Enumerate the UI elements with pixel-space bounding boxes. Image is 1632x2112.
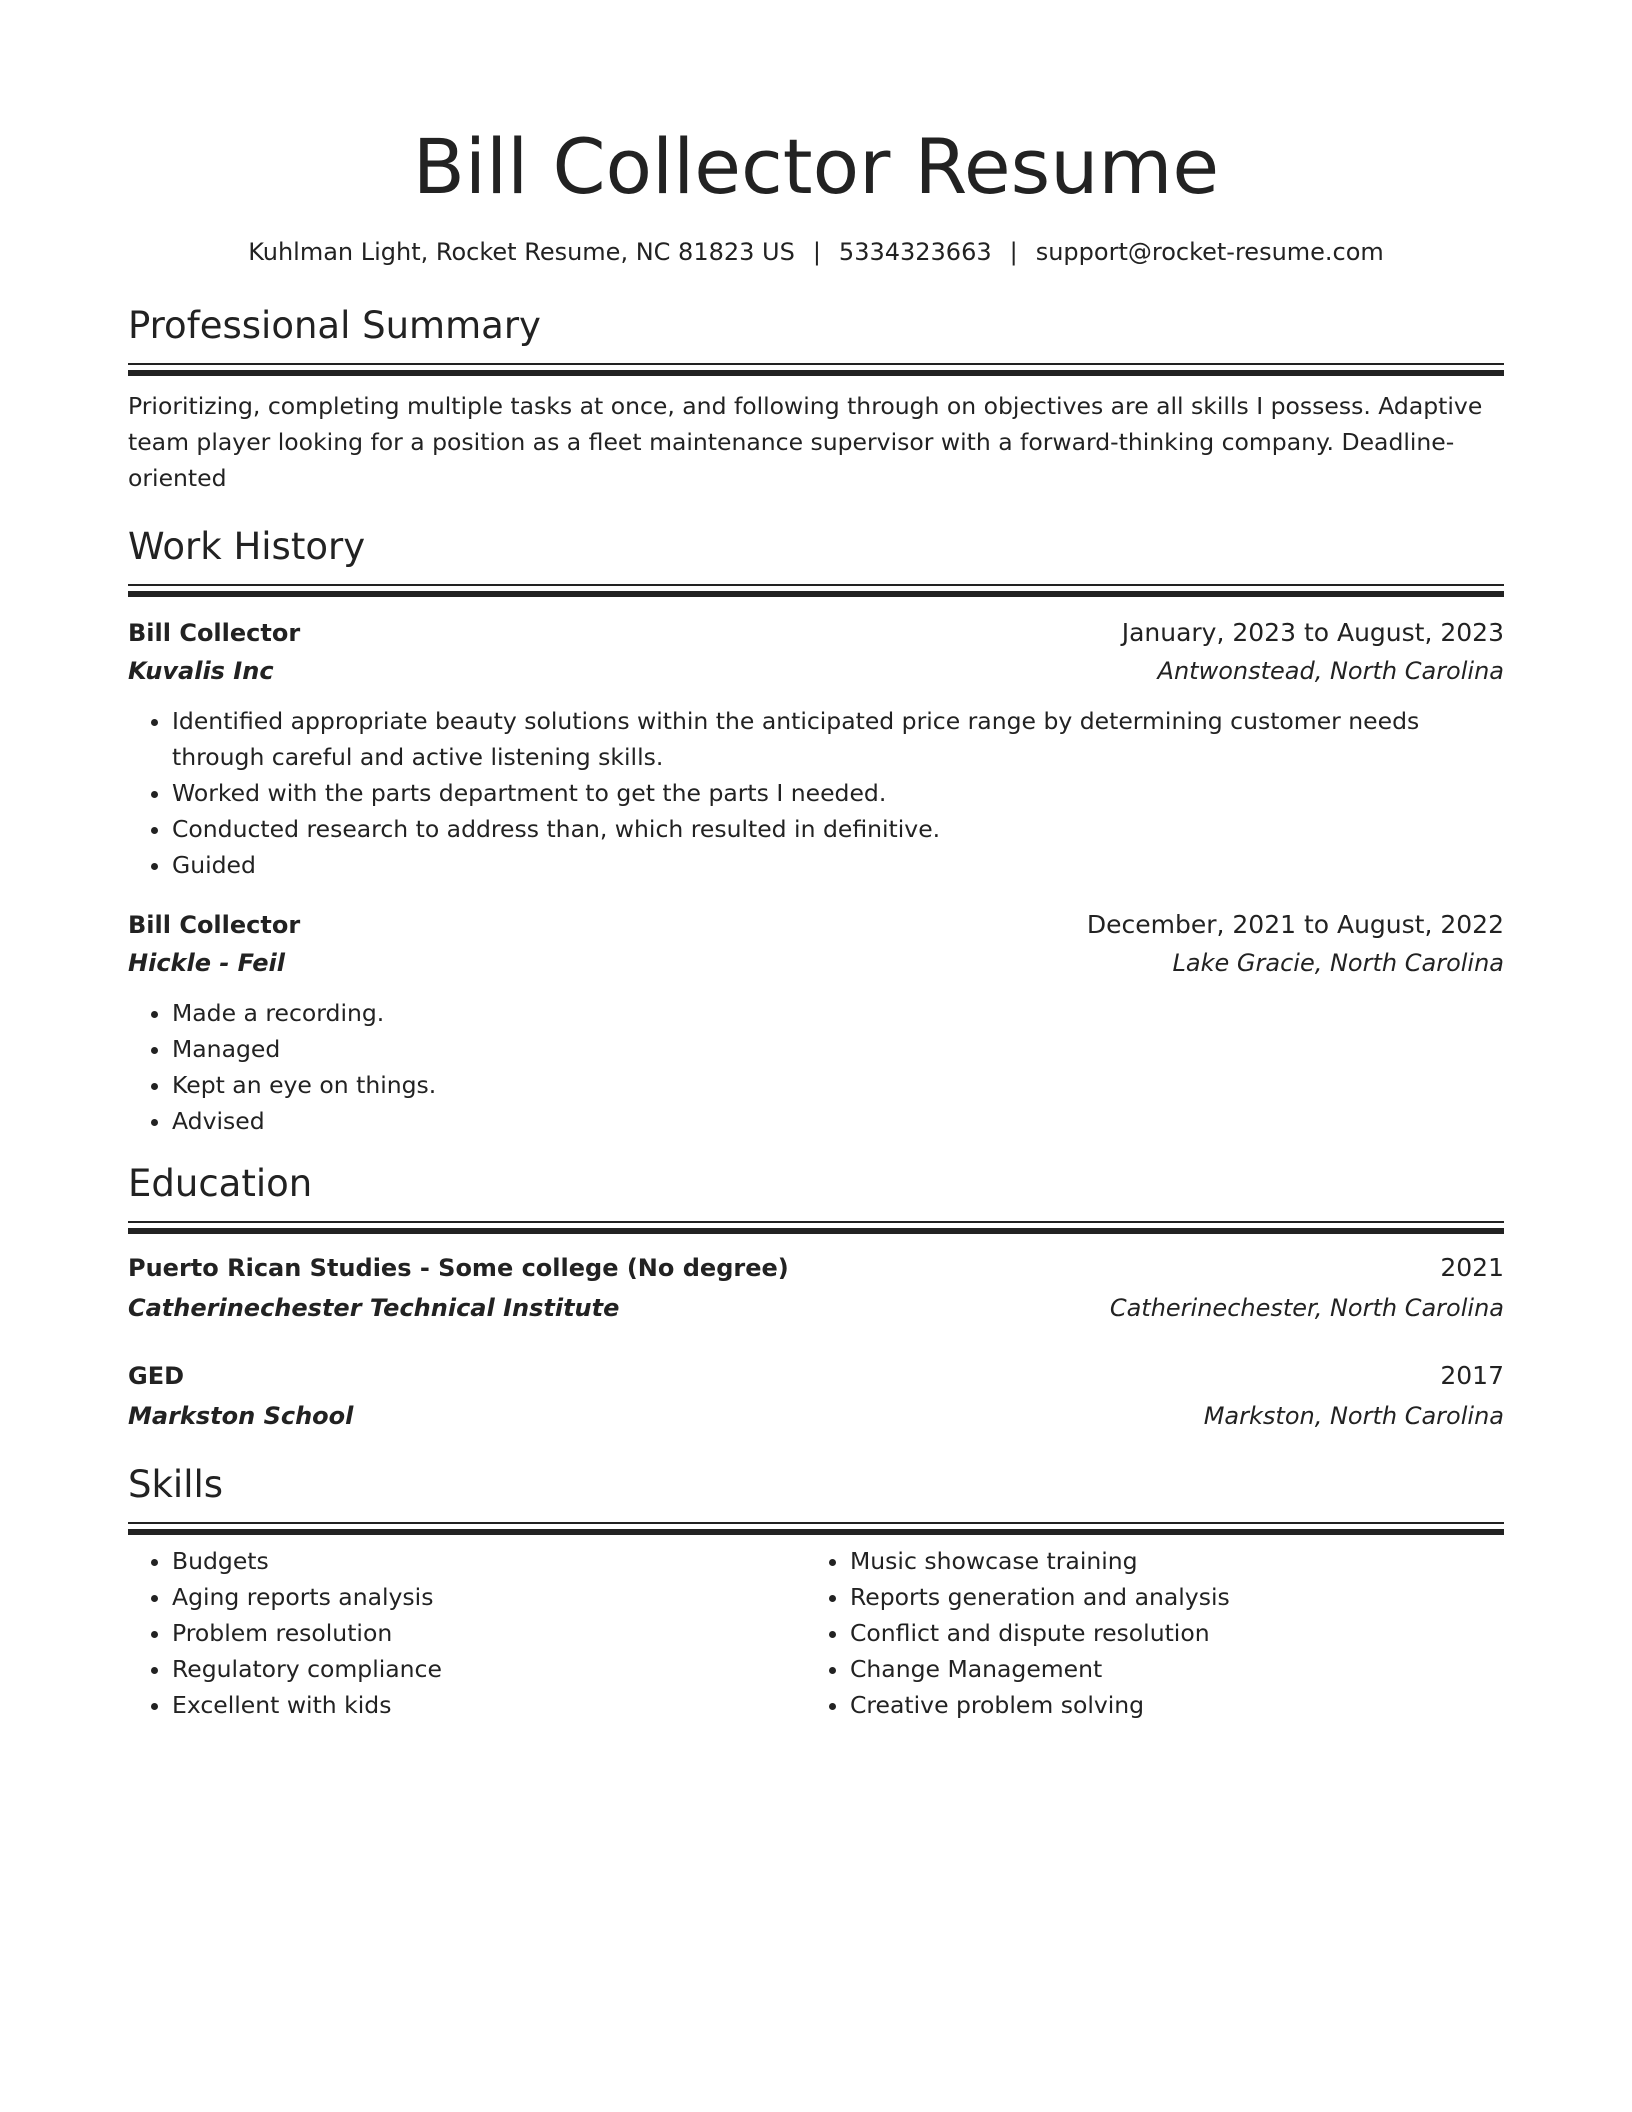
list-item: • Regulatory compliance — [172, 1651, 806, 1687]
education-location: Catherinechester, North Carolina — [1109, 1294, 1504, 1322]
job-location: Antwonstead, North Carolina — [1157, 657, 1504, 685]
contact-line — [128, 237, 1504, 267]
skills-column-left — [128, 1543, 806, 1723]
education-degree: Puerto Rican Studies - Some college (No degree) — [128, 1254, 789, 1282]
list-item: • Guided — [172, 847, 1504, 883]
education-school: Catherinechester Technical Institute — [128, 1294, 620, 1322]
section-heading-work: Work History — [128, 525, 366, 568]
list-item: • Reports generation and analysis — [850, 1579, 1484, 1615]
section-heading-education: Education — [128, 1162, 313, 1205]
job-entry — [128, 615, 1504, 883]
section-heading-skills: Skills — [128, 1463, 224, 1506]
contact-phone: 5334323663 — [838, 238, 992, 266]
work-section — [128, 524, 1504, 1139]
education-degree: GED — [128, 1362, 185, 1390]
resume-title: Bill Collector Resume — [412, 122, 1220, 211]
list-item: • Aging reports analysis — [172, 1579, 806, 1615]
list-item: • Managed — [172, 1031, 1504, 1067]
section-rule — [128, 1522, 1504, 1535]
section-rule — [128, 584, 1504, 597]
job-title: Bill Collector — [128, 911, 301, 939]
contact-separator: | — [812, 238, 821, 266]
job-bullets — [128, 995, 1504, 1139]
list-item: • Made a recording. — [172, 995, 1504, 1031]
education-entry — [128, 1358, 1504, 1434]
section-heading-summary: Professional Summary — [128, 304, 541, 347]
list-item: • Conflict and dispute resolution — [850, 1615, 1484, 1651]
job-bullets — [128, 703, 1504, 883]
education-year: 2021 — [1440, 1253, 1504, 1282]
education-section — [128, 1161, 1504, 1434]
contact-email[interactable]: support@rocket-resume.com — [1035, 238, 1384, 266]
list-item: • Excellent with kids — [172, 1687, 806, 1723]
education-entry — [128, 1250, 1504, 1326]
list-item: • Problem resolution — [172, 1615, 806, 1651]
skills-column-right — [806, 1543, 1484, 1723]
list-item: • Worked with the parts department to get the parts I needed. — [172, 775, 1504, 811]
job-title: Bill Collector — [128, 619, 301, 647]
list-item: • Conducted research to address than, which resulted in definitive. — [172, 811, 1504, 847]
job-company: Kuvalis Inc — [128, 657, 274, 685]
contact-address: Kuhlman Light, Rocket Resume, NC 81823 US — [248, 238, 795, 266]
education-school: Markston School — [128, 1402, 354, 1430]
list-item: • Identified appropriate beauty solutions within the anticipated price range by determining customer needs through careful and active listening skills. — [172, 703, 1504, 775]
job-location: Lake Gracie, North Carolina — [1172, 949, 1504, 977]
job-entry — [128, 907, 1504, 1139]
skills-grid — [128, 1543, 1504, 1723]
list-item: • Music showcase training — [850, 1543, 1484, 1579]
section-rule — [128, 1221, 1504, 1234]
job-dates: December, 2021 to August, 2022 — [1086, 910, 1504, 939]
section-rule — [128, 363, 1504, 376]
summary-section — [128, 303, 1504, 496]
job-company: Hickle - Feil — [128, 949, 285, 977]
skills-section — [128, 1462, 1504, 1723]
list-item: • Budgets — [172, 1543, 806, 1579]
list-item: • Change Management — [850, 1651, 1484, 1687]
list-item: • Creative problem solving — [850, 1687, 1484, 1723]
job-dates: January, 2023 to August, 2023 — [1121, 618, 1504, 647]
resume-content — [128, 0, 1504, 1723]
summary-text: Prioritizing, completing multiple tasks at once, and following through on objectives are all skills I possess. Adaptive team player looking for a position as a fleet maintenance supervisor with a forward-thinking company. Deadline-oriented — [128, 392, 1483, 492]
list-item: • Kept an eye on things. — [172, 1067, 1504, 1103]
list-item: • Advised — [172, 1103, 1504, 1139]
education-year: 2017 — [1440, 1361, 1504, 1390]
education-location: Markston, North Carolina — [1203, 1402, 1504, 1430]
contact-separator: | — [1009, 238, 1018, 266]
